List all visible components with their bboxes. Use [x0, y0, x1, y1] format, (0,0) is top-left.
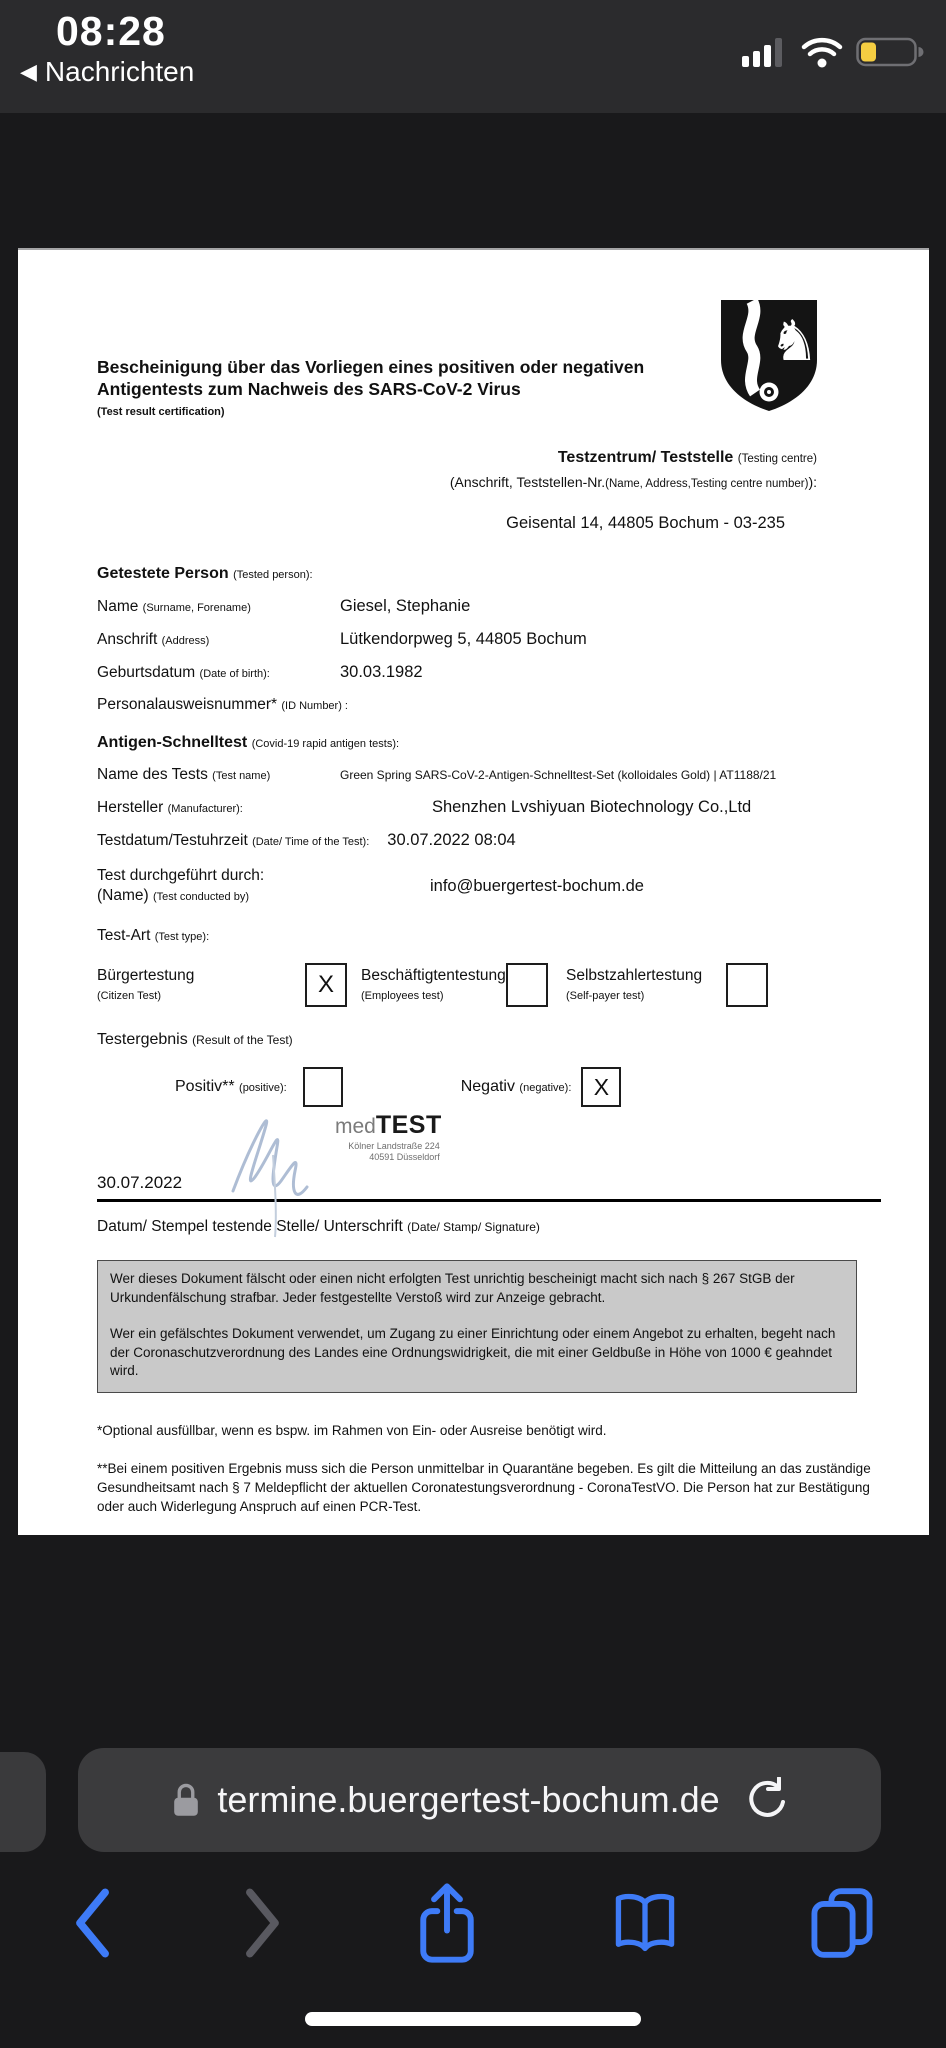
address-bar[interactable] [78, 1748, 881, 1852]
checkbox-selfpayer-test [726, 963, 768, 1007]
testname-value: Green Spring SARS-CoV-2-Antigen-Schnelltest-Set (kolloidales Gold) | AT1188/21 [340, 768, 777, 782]
horse-glyph: ♞ [769, 309, 820, 372]
tabs-button[interactable] [810, 1888, 874, 1958]
checkbox-label-employees: Beschäftigtentestung (Employees test) [361, 967, 506, 1002]
home-indicator[interactable] [305, 2012, 641, 2026]
back-button[interactable] [72, 1888, 112, 1958]
url-text: termine.buergertest-bochum.de [217, 1779, 720, 1820]
reload-icon [745, 1777, 787, 1823]
signature-date: 30.07.2022 [97, 1173, 183, 1192]
warning-paragraph-2: Wer ein gefälschtes Dokument verwendet, um Zugang zu einer Einrichtung oder einem Angebot zu erhalten, begeht nach der Coronaschutzverordnung des Landes eine Ordnungswidrigkeit, die mit einer Geldbuße in Höhe von 1000 € geahndet wird. [110, 1326, 836, 1378]
antigen-row-datetime: Testdatum/Testuhrzeit (Date/ Time of the Test): 30.07.2022 08:04 [97, 831, 516, 849]
test-centre-subheading: (Anschrift, Teststellen-Nr.(Name, Address,Testing centre number)): [449, 474, 817, 490]
test-type-checkbox-row [97, 967, 881, 1007]
cellular-signal-icon [742, 37, 788, 67]
negative-label: Negativ (negative): [460, 1078, 572, 1095]
warning-paragraph-1: Wer dieses Dokument fälscht oder einen nicht erfolgten Test unrichtig bescheinigt macht sich nach § 267 StGB der Urkundenfälschung strafbar. Jeder festgestellte Verstoß wird zur Anzeige gebracht. [110, 1271, 795, 1305]
person-row-birthdate: Geburtsdatum (Date of birth): 30.03.1982 [97, 663, 423, 681]
pdf-page [18, 248, 929, 1535]
document-title: Bescheinigung über das Vorliegen eines positiven oder negativen Antigentests zum Nachweis des SARS-CoV-2 Virus (Test result certification) [97, 356, 737, 423]
reload-button[interactable] [745, 1777, 787, 1823]
test-type-label: Test-Art (Test type): [97, 927, 210, 944]
wifi-icon [801, 37, 843, 68]
back-app-label: Nachrichten [44, 56, 195, 87]
checkbox-negative: X [581, 1067, 621, 1107]
person-row-address: Anschrift (Address) Lütkendorpweg 5, 44805 Bochum [97, 630, 587, 648]
footnote-1: *Optional ausfüllbar, wenn es bspw. im Rahmen von Ein- oder Ausreise benötigt wird. [97, 1422, 607, 1438]
forward-button[interactable] [243, 1888, 283, 1958]
status-bar [0, 0, 946, 113]
footnotes [97, 1421, 873, 1516]
chevron-left-icon [72, 1888, 112, 1958]
battery-low-power-icon [856, 36, 924, 68]
conducted-by-value: info@buergertest-bochum.de [430, 877, 644, 895]
stamp-signature-area [97, 1111, 881, 1197]
test-centre-address: Geisental 14, 44805 Bochum - 03-235 [506, 514, 785, 532]
antigen-row-testname: Name des Tests (Test name) Green Spring SARS-CoV-2-Antigen-Schnelltest-Set (kolloidales Gold) | AT1188/21 [97, 766, 777, 783]
back-triangle-icon: ◀ [20, 59, 37, 84]
result-section-heading: Testergebnis (Result of the Test) [97, 1031, 293, 1048]
person-row-name: Name (Surname, Forename) Giesel, Stephanie [97, 597, 471, 615]
person-name-value: Giesel, Stephanie [340, 597, 471, 615]
status-icons [742, 36, 924, 68]
checkbox-label-selfpayer: Selbstzahlertestung (Self-payer test) [566, 967, 703, 1002]
person-address-value: Lütkendorpweg 5, 44805 Bochum [340, 630, 587, 648]
share-button[interactable] [414, 1882, 480, 1964]
signature-scrawl [215, 1095, 375, 1245]
checkbox-label-citizen: Bürgertestung (Citizen Test) [97, 967, 195, 1002]
footnote-2: **Bei einem positiven Ergebnis muss sich die Person unmittelbar in Quarantäne begeben. Es gilt die Mitteilung an das zuständige Gesundheitsamt nach § 7 Meldepflicht der aktuellen Coronatestungsverordnung - CoronaTestVO. Die Person hat zur Bestätigung oder auch Widerlegung Anspruch auf einen PCR-Test. [97, 1460, 871, 1514]
test-centre-block: Testzentrum/ Teststelle (Testing centre) (Anschrift, Teststellen-Nr.(Name, Address,Testing centre number)): Geisental 14, 44805 Bochum - 03-235 [97, 449, 881, 533]
back-to-app-link[interactable] [20, 56, 194, 88]
warning-box [97, 1260, 857, 1393]
antigen-row-conducted-by: Test durchgeführt durch: (Name) (Test conducted by) info@buergertest-bochum.de [97, 867, 644, 904]
manufacturer-value: Shenzhen Lvshiyuan Biotechnology Co.,Ltd [432, 798, 752, 816]
clock: 08:28 [56, 8, 166, 54]
person-section-heading: Getestete Person (Tested person): [97, 565, 313, 582]
datetime-value: 30.07.2022 08:04 [387, 831, 516, 849]
stamp-address: Kölner Landstraße 224 40591 Düsseldorf [348, 1141, 440, 1162]
person-birthdate-value: 30.03.1982 [340, 663, 423, 681]
test-centre-heading: Testzentrum/ Teststelle [557, 449, 734, 466]
antigen-row-manufacturer: Hersteller (Manufacturer): Shenzhen Lvshiyuan Biotechnology Co.,Ltd [97, 798, 752, 816]
checkbox-citizen-test: X [305, 963, 347, 1007]
bookmarks-button[interactable] [611, 1891, 679, 1955]
browser-toolbar [0, 1878, 946, 1968]
document-title-sub: (Test result certification) [97, 406, 225, 418]
tabs-icon [810, 1888, 874, 1958]
chevron-right-icon [243, 1888, 283, 1958]
person-row-idnumber: Personalausweisnummer* (ID Number) : [97, 696, 348, 713]
share-icon [414, 1882, 480, 1964]
medtest-stamp: medTEST Kölner Landstraße 224 40591 Düsseldorf [335, 1111, 442, 1162]
previous-tab-peek[interactable] [0, 1752, 46, 1852]
nrw-coat-of-arms [715, 296, 823, 416]
antigen-section-heading: Antigen-Schnelltest (Covid-19 rapid antigen tests): [97, 734, 400, 751]
positive-label: Positiv** (positive): [175, 1078, 287, 1095]
lock-icon [172, 1782, 200, 1818]
signature-caption: Datum/ Stempel testende Stelle/ Unterschrift (Date/ Stamp/ Signature) [97, 1218, 540, 1235]
checkbox-employees-test [506, 963, 548, 1007]
book-icon [611, 1891, 679, 1955]
